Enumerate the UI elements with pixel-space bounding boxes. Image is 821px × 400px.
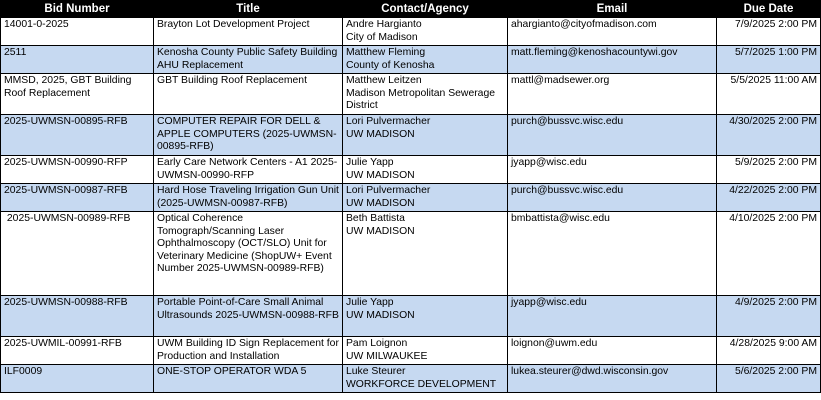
table-row[interactable] bbox=[1, 74, 821, 115]
table-row[interactable] bbox=[1, 337, 821, 365]
contact-agency-cell[interactable] bbox=[343, 74, 508, 115]
contact-name: Pam Loignon bbox=[346, 338, 408, 349]
agency-name: UW MADISON bbox=[346, 225, 415, 237]
email-cell[interactable]: ahargianto@cityofmadison.com bbox=[508, 18, 717, 46]
contact-agency-cell[interactable] bbox=[343, 18, 508, 46]
due-date-cell[interactable]: 4/28/2025 9:00 AM bbox=[717, 337, 821, 365]
contact-agency-cell[interactable] bbox=[343, 337, 508, 365]
email-cell[interactable]: jyapp@wisc.edu bbox=[508, 156, 717, 184]
email-cell[interactable]: lukea.steurer@dwd.wisconsin.gov bbox=[508, 365, 717, 393]
table-row[interactable] bbox=[1, 184, 821, 212]
bid-number-cell[interactable]: MMSD, 2025, GBT Building Roof Replacement bbox=[1, 74, 154, 115]
contact-agency-cell[interactable] bbox=[343, 184, 508, 212]
agency-name: UW MADISON bbox=[346, 128, 415, 140]
contact-name: Julie Yapp bbox=[346, 157, 394, 168]
contact-name: Matthew Fleming bbox=[346, 47, 426, 58]
email-cell[interactable]: bmbattista@wisc.edu bbox=[508, 212, 717, 296]
agency-name: UW MADISON bbox=[346, 309, 415, 321]
title-cell[interactable]: ONE-STOP OPERATOR WDA 5 bbox=[154, 365, 343, 393]
email-cell[interactable]: purch@bussvc.wisc.edu bbox=[508, 184, 717, 212]
agency-name: Madison Metropolitan Sewerage District bbox=[346, 87, 496, 111]
agency-name: UW MILWAUKEE bbox=[346, 350, 428, 362]
contact-agency-cell[interactable] bbox=[343, 156, 508, 184]
agency-name: City of Madison bbox=[346, 31, 418, 43]
contact-name: Beth Battista bbox=[346, 213, 405, 224]
contact-agency-cell[interactable] bbox=[343, 115, 508, 156]
title-cell[interactable]: Brayton Lot Development Project bbox=[154, 18, 343, 46]
due-date-cell[interactable]: 4/22/2025 2:00 PM bbox=[717, 184, 821, 212]
due-date-cell[interactable]: 4/30/2025 2:00 PM bbox=[717, 115, 821, 156]
email-cell[interactable]: purch@bussvc.wisc.edu bbox=[508, 115, 717, 156]
title-cell[interactable]: Optical Coherence Tomograph/Scanning Laser Ophthalmoscopy (OCT/SLO) Unit for Veterinary Medicine (ShopUW+ Event Number 2025-UWMSN-00989-RFB) bbox=[154, 212, 343, 296]
title-cell[interactable]: GBT Building Roof Replacement bbox=[154, 74, 343, 115]
due-date-cell[interactable]: 5/5/2025 11:00 AM bbox=[717, 74, 821, 115]
contact-name: Julie Yapp bbox=[346, 297, 394, 308]
bid-number-cell[interactable]: 2025-UWMIL-00991-RFB bbox=[1, 337, 154, 365]
email-cell[interactable]: matt.fleming@kenoshacountywi.gov bbox=[508, 46, 717, 74]
bid-number-cell[interactable]: ILF0009 bbox=[1, 365, 154, 393]
due-date-cell[interactable]: 4/9/2025 2:00 PM bbox=[717, 296, 821, 337]
agency-name: UW MADISON bbox=[346, 197, 415, 209]
due-date-cell[interactable]: 7/9/2025 2:00 PM bbox=[717, 18, 821, 46]
contact-agency-cell[interactable] bbox=[343, 365, 508, 393]
email-cell[interactable]: loignon@uwm.edu bbox=[508, 337, 717, 365]
table-row[interactable] bbox=[1, 46, 821, 74]
bid-number-cell[interactable]: 2025-UWMSN-00988-RFB bbox=[1, 296, 154, 337]
email-cell[interactable]: jyapp@wisc.edu bbox=[508, 296, 717, 337]
title-cell[interactable]: COMPUTER REPAIR FOR DELL & APPLE COMPUTERS (2025-UWMSN-00895-RFB) bbox=[154, 115, 343, 156]
agency-name: County of Kenosha bbox=[346, 59, 435, 71]
title-cell[interactable]: Early Care Network Centers - A1 2025-UWMSN-00990-RFP bbox=[154, 156, 343, 184]
header-email[interactable]: Email bbox=[508, 1, 717, 18]
bid-number-cell[interactable]: 2025-UWMSN-00990-RFP bbox=[1, 156, 154, 184]
due-date-cell[interactable]: 5/7/2025 1:00 PM bbox=[717, 46, 821, 74]
due-date-cell[interactable]: 4/10/2025 2:00 PM bbox=[717, 212, 821, 296]
agency-name: WORKFORCE DEVELOPMENT bbox=[346, 378, 497, 390]
table-row[interactable] bbox=[1, 212, 821, 296]
contact-agency-cell[interactable] bbox=[343, 46, 508, 74]
table-row[interactable] bbox=[1, 115, 821, 156]
due-date-cell[interactable]: 5/6/2025 2:00 PM bbox=[717, 365, 821, 393]
title-cell[interactable]: Portable Point-of-Care Small Animal Ultrasounds 2025-UWMSN-00988-RFB bbox=[154, 296, 343, 337]
header-row bbox=[1, 1, 821, 18]
contact-name: Andre Hargianto bbox=[346, 19, 422, 30]
bid-number-cell[interactable]: 2511 bbox=[1, 46, 154, 74]
bid-number-cell[interactable]: 2025-UWMSN-00895-RFB bbox=[1, 115, 154, 156]
table-row[interactable] bbox=[1, 365, 821, 393]
table-row[interactable] bbox=[1, 18, 821, 46]
bid-number-cell[interactable]: 2025-UWMSN-00987-RFB bbox=[1, 184, 154, 212]
title-cell[interactable]: Hard Hose Traveling Irrigation Gun Unit (2025-UWMSN-00987-RFB) bbox=[154, 184, 343, 212]
bid-number-cell[interactable]: 14001-0-2025 bbox=[1, 18, 154, 46]
contact-name: Lori Pulvermacher bbox=[346, 185, 431, 196]
header-contact-agency[interactable]: Contact/Agency bbox=[343, 1, 508, 18]
due-date-cell[interactable]: 5/9/2025 2:00 PM bbox=[717, 156, 821, 184]
bid-number-cell[interactable]: 2025-UWMSN-00989-RFB bbox=[1, 212, 154, 296]
title-cell[interactable]: Kenosha County Public Safety Building AHU Replacement bbox=[154, 46, 343, 74]
contact-agency-cell[interactable] bbox=[343, 296, 508, 337]
email-cell[interactable]: mattl@madsewer.org bbox=[508, 74, 717, 115]
agency-name: UW MADISON bbox=[346, 169, 415, 181]
header-bid-number[interactable]: Bid Number bbox=[1, 1, 154, 18]
header-due-date[interactable]: Due Date bbox=[717, 1, 821, 18]
title-cell[interactable]: UWM Building ID Sign Replacement for Production and Installation bbox=[154, 337, 343, 365]
table-row[interactable] bbox=[1, 296, 821, 337]
table-row[interactable] bbox=[1, 156, 821, 184]
header-title[interactable]: Title bbox=[154, 1, 343, 18]
contact-name: Matthew Leitzen bbox=[346, 75, 422, 86]
contact-agency-cell[interactable] bbox=[343, 212, 508, 296]
contact-name: Lori Pulvermacher bbox=[346, 116, 431, 127]
contact-name: Luke Steurer bbox=[346, 366, 406, 377]
